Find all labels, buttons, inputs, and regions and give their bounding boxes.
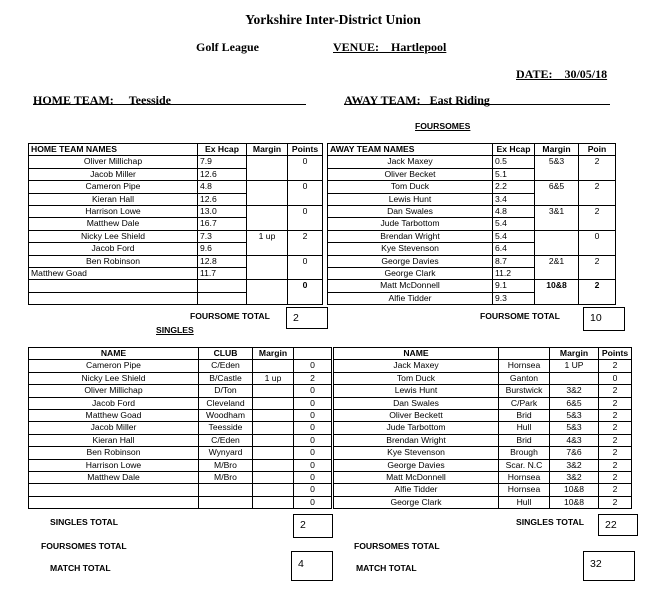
player-name: Kieran Hall: [29, 434, 199, 446]
col-header: Margin: [535, 144, 579, 156]
table-row: [29, 447, 332, 459]
table-row: [29, 410, 332, 422]
player-hcap: [198, 280, 247, 292]
table-row: [29, 434, 332, 446]
player-name: Alfie Tidder: [328, 292, 493, 304]
player-hcap: 9.3: [493, 292, 535, 304]
player-name: Nicky Lee Shield: [29, 372, 199, 384]
player-margin: [253, 385, 294, 397]
table-row: [29, 255, 323, 267]
player-name: Kieran Hall: [29, 193, 198, 205]
player-club: M/Bro: [199, 459, 253, 471]
player-margin: 1 UP: [550, 360, 599, 372]
player-club: Brough: [499, 447, 550, 459]
player-points: 2: [599, 385, 632, 397]
away-team-label: AWAY TEAM:: [344, 93, 421, 107]
pair-points: 0: [288, 280, 323, 305]
player-name: Kye Stevenson: [334, 447, 499, 459]
player-hcap: 13.0: [198, 206, 247, 218]
player-margin: 3&2: [550, 472, 599, 484]
player-name: [29, 280, 198, 292]
venue: [333, 40, 446, 55]
pair-points: 0: [288, 206, 323, 231]
home-team-underline: [33, 104, 306, 105]
home-match-total-box: [291, 551, 333, 581]
pair-points: 2: [579, 280, 616, 305]
player-name: Jude Tarbottom: [328, 218, 493, 230]
home-foursome-total-label: FOURSOME TOTAL: [190, 311, 270, 321]
player-margin: [550, 372, 599, 384]
player-name: Harrison Lowe: [29, 206, 198, 218]
foursomes-heading: FOURSOMES: [415, 121, 471, 131]
player-name: George Davies: [328, 255, 493, 267]
col-header: Margin: [550, 348, 599, 360]
table-row: [328, 230, 616, 242]
player-name: Oliver Becket: [328, 168, 493, 180]
player-name: Dan Swales: [328, 206, 493, 218]
col-header: CLUB: [199, 348, 253, 360]
table-row: [334, 472, 632, 484]
player-points: 2: [294, 372, 332, 384]
player-name: [29, 292, 198, 304]
table-row: [29, 422, 332, 434]
col-header: Points: [288, 144, 323, 156]
player-hcap: 5.4: [493, 230, 535, 242]
player-name: Ben Robinson: [29, 447, 199, 459]
table-row: [334, 484, 632, 496]
date-value: 30/05/18: [564, 67, 608, 81]
player-name: Jude Tarbottom: [334, 422, 499, 434]
player-name: Lewis Hunt: [328, 193, 493, 205]
player-hcap: 5.1: [493, 168, 535, 180]
player-name: Jacob Ford: [29, 243, 198, 255]
player-name: Tom Duck: [328, 181, 493, 193]
pair-points: 0: [288, 255, 323, 280]
player-points: 0: [294, 459, 332, 471]
player-hcap: 7.9: [198, 156, 247, 168]
player-margin: 1 up: [253, 372, 294, 384]
pair-margin: [247, 206, 288, 231]
player-margin: 10&8: [550, 496, 599, 508]
table-row: [29, 472, 332, 484]
pair-margin: 3&1: [535, 206, 579, 231]
player-points: 0: [294, 410, 332, 422]
player-club: Ganton: [499, 372, 550, 384]
singles-heading: SINGLES: [156, 325, 194, 335]
player-club: C/Eden: [199, 360, 253, 372]
player-hcap: 12.6: [198, 193, 247, 205]
player-club: [199, 496, 253, 508]
pair-points: 0: [288, 156, 323, 181]
player-club: Brid: [499, 410, 550, 422]
venue-label: VENUE:: [333, 40, 380, 54]
player-points: 2: [599, 484, 632, 496]
away-team-underline: [344, 104, 610, 105]
player-name: Oliver Millichap: [29, 385, 199, 397]
player-hcap: 4.8: [493, 206, 535, 218]
document-title: Yorkshire Inter-District Union: [245, 12, 421, 27]
home-team-value: Teesside: [128, 93, 172, 107]
player-hcap: 12.6: [198, 168, 247, 180]
table-row: [334, 434, 632, 446]
col-header: Margin: [247, 144, 288, 156]
player-club: [199, 484, 253, 496]
date-label: DATE:: [516, 67, 553, 81]
table-row: [29, 206, 323, 218]
table-row: [29, 496, 332, 508]
away-match-total-value: 32: [590, 558, 602, 570]
player-club: M/Bro: [199, 472, 253, 484]
player-name: George Clark: [334, 496, 499, 508]
home-foursomes-total-label: FOURSOMES TOTAL: [41, 541, 127, 551]
pair-margin: 2&1: [535, 255, 579, 280]
home-match-total-value: 4: [298, 558, 304, 570]
player-margin: [253, 397, 294, 409]
col-header: Ex Hcap: [198, 144, 247, 156]
away-match-total-label: MATCH TOTAL: [356, 563, 417, 573]
away-match-total-box: [583, 551, 635, 581]
player-hcap: [198, 292, 247, 304]
home-team: [33, 93, 171, 108]
player-hcap: 6.4: [493, 243, 535, 255]
player-name: Ben Robinson: [29, 255, 198, 267]
col-header: NAME: [29, 348, 199, 360]
table-row: [334, 385, 632, 397]
player-name: Matthew Goad: [29, 410, 199, 422]
player-name: Dan Swales: [334, 397, 499, 409]
away-singles-total-value: 22: [605, 519, 617, 531]
player-club: Hornsea: [499, 484, 550, 496]
player-points: 2: [599, 422, 632, 434]
player-name: Matthew Dale: [29, 218, 198, 230]
pair-margin: 6&5: [535, 181, 579, 206]
player-margin: [253, 484, 294, 496]
table-header-row: [334, 348, 632, 360]
player-margin: 10&8: [550, 484, 599, 496]
player-name: Jack Maxey: [328, 156, 493, 168]
home-team-label: HOME TEAM:: [33, 93, 114, 107]
table-row: [328, 280, 616, 292]
table-row: [334, 372, 632, 384]
player-hcap: 0.5: [493, 156, 535, 168]
pair-points: 0: [579, 230, 616, 255]
player-name: Matthew Dale: [29, 472, 199, 484]
home-foursome-total-value: 2: [293, 312, 299, 324]
player-margin: 5&3: [550, 422, 599, 434]
league-name: Golf League: [196, 40, 259, 54]
table-row: [334, 360, 632, 372]
player-club: Hornsea: [499, 472, 550, 484]
player-club: Wynyard: [199, 447, 253, 459]
table-row: [328, 181, 616, 193]
player-name: Lewis Hunt: [334, 385, 499, 397]
table-row: [328, 255, 616, 267]
pair-margin: 5&3: [535, 156, 579, 181]
table-row: [29, 484, 332, 496]
player-points: 2: [599, 472, 632, 484]
table-row: [328, 206, 616, 218]
player-points: 0: [294, 472, 332, 484]
home-singles-total-box: [293, 514, 333, 538]
player-name: Tom Duck: [334, 372, 499, 384]
pair-margin: [247, 255, 288, 280]
pair-margin: [247, 156, 288, 181]
player-name: Jacob Miller: [29, 168, 198, 180]
pair-points: 2: [579, 181, 616, 206]
table-row: [334, 410, 632, 422]
player-margin: [253, 410, 294, 422]
player-hcap: 9.1: [493, 280, 535, 292]
player-club: Hornsea: [499, 360, 550, 372]
player-margin: [253, 360, 294, 372]
player-points: 2: [599, 434, 632, 446]
player-points: 0: [294, 484, 332, 496]
col-header: Points: [599, 348, 632, 360]
pair-points: 2: [288, 230, 323, 255]
table-row: [29, 459, 332, 471]
player-margin: 4&3: [550, 434, 599, 446]
pair-margin: [247, 280, 288, 305]
table-header-row: [29, 144, 323, 156]
away-singles-total-label: SINGLES TOTAL: [516, 517, 584, 527]
away-foursome-total-box: [583, 307, 625, 331]
player-points: 2: [599, 360, 632, 372]
player-name: Cameron Pipe: [29, 360, 199, 372]
player-club: D/Ton: [199, 385, 253, 397]
player-margin: [253, 447, 294, 459]
pair-margin: [247, 181, 288, 206]
table-row: [334, 422, 632, 434]
venue-value: Hartlepool: [391, 40, 447, 54]
table-row: [334, 397, 632, 409]
singles-away-table: [333, 347, 632, 509]
col-header: NAME: [334, 348, 499, 360]
player-hcap: 9.6: [198, 243, 247, 255]
table-row: [29, 181, 323, 193]
table-row: [29, 397, 332, 409]
pair-margin: 1 up: [247, 230, 288, 255]
player-name: Matt McDonnell: [334, 472, 499, 484]
table-row: [29, 385, 332, 397]
player-club: B/Castle: [199, 372, 253, 384]
player-club: Burstwick: [499, 385, 550, 397]
table-header-row: [328, 144, 616, 156]
away-team-value: East Riding: [429, 93, 490, 107]
player-points: 0: [294, 434, 332, 446]
player-points: 2: [599, 459, 632, 471]
player-hcap: 5.4: [493, 218, 535, 230]
table-row: [334, 447, 632, 459]
away-team: [344, 93, 490, 108]
player-points: 2: [599, 397, 632, 409]
player-hcap: 16.7: [198, 218, 247, 230]
away-foursome-total-value: 10: [590, 312, 602, 324]
player-club: Brid: [499, 434, 550, 446]
player-margin: 3&2: [550, 459, 599, 471]
player-name: Cameron Pipe: [29, 181, 198, 193]
player-club: Hull: [499, 422, 550, 434]
col-header: Ex Hcap: [493, 144, 535, 156]
pair-points: 2: [579, 156, 616, 181]
player-points: 0: [294, 496, 332, 508]
player-name: Brendan Wright: [328, 230, 493, 242]
player-points: 0: [294, 360, 332, 372]
player-margin: 3&2: [550, 385, 599, 397]
player-margin: 5&3: [550, 410, 599, 422]
table-row: [29, 156, 323, 168]
player-club: Hull: [499, 496, 550, 508]
player-name: Matt McDonnell: [328, 280, 493, 292]
player-name: Oliver Millichap: [29, 156, 198, 168]
player-points: 0: [294, 447, 332, 459]
player-margin: [253, 434, 294, 446]
player-club: C/Park: [499, 397, 550, 409]
player-hcap: 7.3: [198, 230, 247, 242]
home-foursome-total-box: [286, 307, 328, 329]
player-margin: 7&6: [550, 447, 599, 459]
col-header: AWAY TEAM NAMES: [328, 144, 493, 156]
player-name: Alfie Tidder: [334, 484, 499, 496]
foursomes-home-table: [28, 143, 323, 305]
player-hcap: 4.8: [198, 181, 247, 193]
player-hcap: 3.4: [493, 193, 535, 205]
table-row: [334, 459, 632, 471]
col-header: [294, 348, 332, 360]
table-row: [328, 156, 616, 168]
table-row: [334, 496, 632, 508]
player-name: George Clark: [328, 268, 493, 280]
player-name: [29, 496, 199, 508]
player-hcap: 2.2: [493, 181, 535, 193]
home-singles-total-value: 2: [300, 519, 306, 531]
pair-points: 2: [579, 255, 616, 280]
player-name: [29, 484, 199, 496]
table-row: [29, 230, 323, 242]
player-club: C/Eden: [199, 434, 253, 446]
table-row: [29, 372, 332, 384]
player-points: 0: [294, 397, 332, 409]
away-singles-total-box: [598, 514, 638, 536]
player-name: Jack Maxey: [334, 360, 499, 372]
player-club: Woodham: [199, 410, 253, 422]
player-points: 2: [599, 496, 632, 508]
player-hcap: 11.2: [493, 268, 535, 280]
player-name: George Davies: [334, 459, 499, 471]
table-row: [29, 280, 323, 292]
table-row: [29, 360, 332, 372]
pair-points: 2: [579, 206, 616, 231]
player-club: Teesside: [199, 422, 253, 434]
player-name: Matthew Goad: [29, 268, 198, 280]
player-points: 0: [294, 385, 332, 397]
col-header: Margin: [253, 348, 294, 360]
player-hcap: 8.7: [493, 255, 535, 267]
col-header: [499, 348, 550, 360]
player-name: Jacob Ford: [29, 397, 199, 409]
foursomes-away-table: [327, 143, 616, 305]
pair-margin: 10&8: [535, 280, 579, 305]
player-margin: [253, 472, 294, 484]
match-date: [516, 67, 607, 82]
player-name: Nicky Lee Shield: [29, 230, 198, 242]
player-margin: 6&5: [550, 397, 599, 409]
player-name: Kye Stevenson: [328, 243, 493, 255]
pair-points: 0: [288, 181, 323, 206]
player-margin: [253, 459, 294, 471]
player-margin: [253, 496, 294, 508]
player-name: Oliver Beckett: [334, 410, 499, 422]
player-points: 0: [294, 422, 332, 434]
singles-home-table: [28, 347, 332, 509]
table-header-row: [29, 348, 332, 360]
away-foursomes-total-label: FOURSOMES TOTAL: [354, 541, 440, 551]
player-margin: [253, 422, 294, 434]
home-singles-total-label: SINGLES TOTAL: [50, 517, 118, 527]
player-club: Scar. N.C: [499, 459, 550, 471]
player-hcap: 11.7: [198, 268, 247, 280]
player-points: 2: [599, 447, 632, 459]
player-name: Brendan Wright: [334, 434, 499, 446]
player-hcap: 12.8: [198, 255, 247, 267]
player-points: 0: [599, 372, 632, 384]
home-match-total-label: MATCH TOTAL: [50, 563, 111, 573]
player-club: Cleveland: [199, 397, 253, 409]
col-header: Poin: [579, 144, 616, 156]
away-foursome-total-label: FOURSOME TOTAL: [480, 311, 560, 321]
pair-margin: [535, 230, 579, 255]
player-points: 2: [599, 410, 632, 422]
player-name: Harrison Lowe: [29, 459, 199, 471]
player-name: Jacob Miller: [29, 422, 199, 434]
col-header: HOME TEAM NAMES: [29, 144, 198, 156]
